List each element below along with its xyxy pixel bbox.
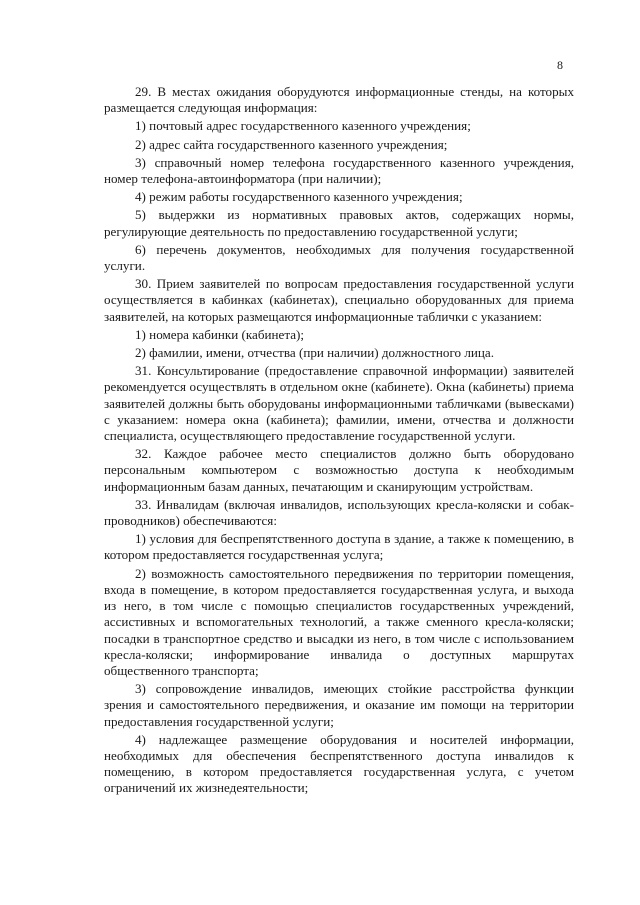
list-item-postal-address: 1) почтовый адрес государственного казенного учреждения;	[135, 118, 471, 134]
list-item-legal-excerpts: 5) выдержки из нормативных правовых актов, содержащих нормы, регулирующие деятельность по предоставлению государственной услуги;	[104, 207, 574, 239]
list-item-document-list: 6) перечень документов, необходимых для получения государственной услуги.	[104, 241, 574, 274]
paragraph-33-intro: 33. Инвалидам (включая инвалидов, использующих кресла-коляски и собак-проводников) обеспечиваются:	[104, 496, 574, 529]
list-item-phone-number: 3) справочный номер телефона государственного казенного учреждения, номер телефона-автоинформатора (при наличии);	[104, 154, 574, 187]
paragraph-30: 30. Прием заявителей по вопросам предоставления государственной услуги осуществляется в кабинках (кабинетах), специально оборудованных для приема заявителей, на которых размещаются информационные таблички с указанием:	[104, 276, 574, 324]
paragraph-32: 32. Каждое рабочее место специалистов должно быть оборудовано персональным компьютером с возможностью доступа к необходимым информационным базам данных, печатающим и сканирующим устройствам.	[104, 446, 574, 494]
list-item-working-hours: 4) режим работы государственного казенного учреждения;	[135, 189, 463, 205]
list-item-official-name: 2) фамилии, имени, отчества (при наличии) должностного лица.	[135, 345, 494, 361]
page-number: 8	[557, 58, 563, 72]
list-item-independent-movement: 2) возможность самостоятельного передвижения по территории помещения, входа в помещение, в котором предоставляется государственная услуга, и выхода из него, в том числе с помощью специалистов государственных учреждений, ассистивных и вспомогательных технологий, а также сменного кресла-коляски; посадки в транспортное средство и высадки из него, в том числе с использованием кресла-коляски; информирование инвалида о доступных маршрутах общественного транспорта;	[104, 565, 574, 678]
list-item-building-access: 1) условия для беспрепятственного доступа в здание, а также к помещению, в котором предоставляется государственная услуга;	[104, 531, 574, 563]
paragraph-29-intro: 29. В местах ожидания оборудуются информационные стенды, на которых размещается следующая информация:	[104, 84, 574, 116]
document-body	[104, 84, 574, 799]
list-item-website-address: 2) адрес сайта государственного казенного учреждения;	[135, 136, 448, 152]
list-item-booth-number: 1) номера кабинки (кабинета);	[135, 326, 305, 342]
paragraph-31: 31. Консультирование (предоставление справочной информации) заявителей рекомендуется осуществлять в отдельном окне (кабинете). Окна (кабинеты) приема заявителей должны быть оборудованы информационными табличками (вывесками) с указанием: номера окна (кабинета); фамилии, имени, отчества и должности специалиста, осуществляющего предоставление государственной услуги.	[104, 363, 574, 444]
list-item-escort: 3) сопровождение инвалидов, имеющих стойкие расстройства функции зрения и самостоятельного передвижения, и оказание им помощи на территории предоставления государственной услуги;	[104, 681, 574, 729]
list-item-equipment-placement: 4) надлежащее размещение оборудования и носителей информации, необходимых для обеспечения беспрепятственного доступа инвалидов к помещению, в котором предоставляется государственная услуга, с учетом ограничений их жизнедеятельности;	[104, 731, 574, 796]
